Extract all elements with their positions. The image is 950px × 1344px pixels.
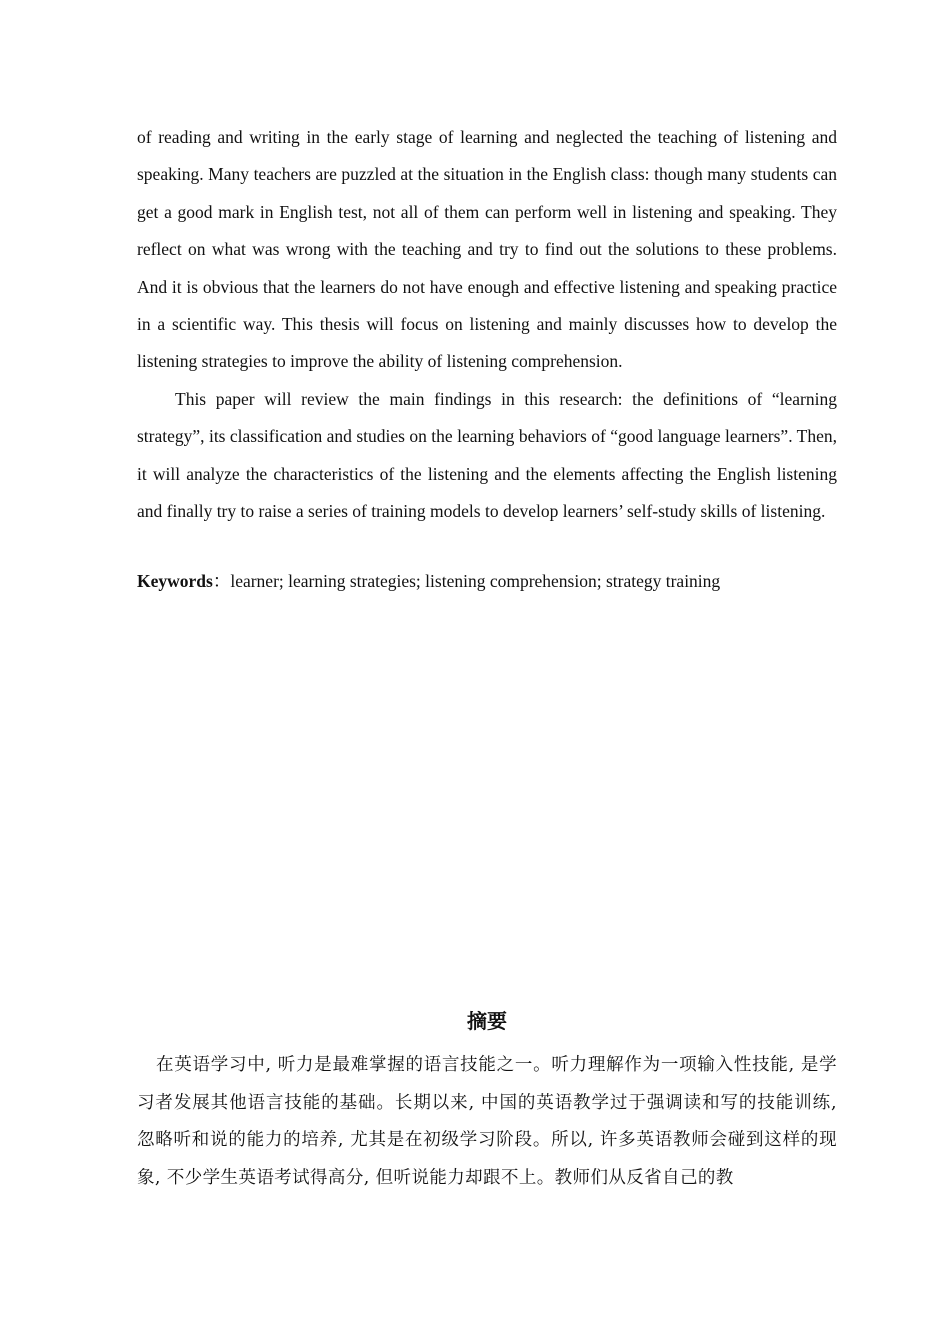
chinese-abstract-paragraph-1: 在英语学习中, 听力是最难掌握的语言技能之一。听力理解作为一项输入性技能, 是学习者发展其他语言技能的基础。长期以来, 中国的英语教学过于强调读和写的技能训练, 忽略听和说的能力的培养, 尤其是在初级学习阶段。所以, 许多英语教师会碰到这样的现象, 不少学生英语考试得高分, 但听说能力却跟不上。教师们从反省自己的教 (137, 1055, 837, 1188)
english-abstract-section (137, 119, 837, 601)
keywords-text: learner; learning strategies; listening comprehension; strategy training (230, 571, 721, 592)
chinese-abstract-title: 摘要 (467, 1009, 507, 1033)
chinese-abstract-section (137, 1003, 837, 1197)
keywords-label: Keywords (137, 571, 213, 592)
keywords-line (137, 563, 837, 600)
english-abstract-paragraph-1: of reading and writing in the early stage of learning and neglected the teaching of listening and speaking. Many teachers are puzzled at the situation in the English class: though many students can get a good mark in English test, not all of them can perform well in listening and speaking. They reflect on what was wrong with the teaching and try to find out the solutions to these problems. And it is obvious that the learners do not have enough and effective listening and speaking practice in a scientific way. This thesis will focus on listening and mainly discusses how to develop the listening strategies to improve the ability of listening comprehension. (137, 127, 837, 372)
english-abstract-paragraph-2: This paper will review the main findings in this research: the definitions of “learning strategy”, its classification and studies on the learning behaviors of “good language learners”. Then, it will analyze the characteristics of the listening and the elements affecting the English listening and finally try to raise a series of training models to develop learners’ self-study skills of listening. (137, 388, 837, 522)
keywords-separator: ： (212, 571, 231, 592)
